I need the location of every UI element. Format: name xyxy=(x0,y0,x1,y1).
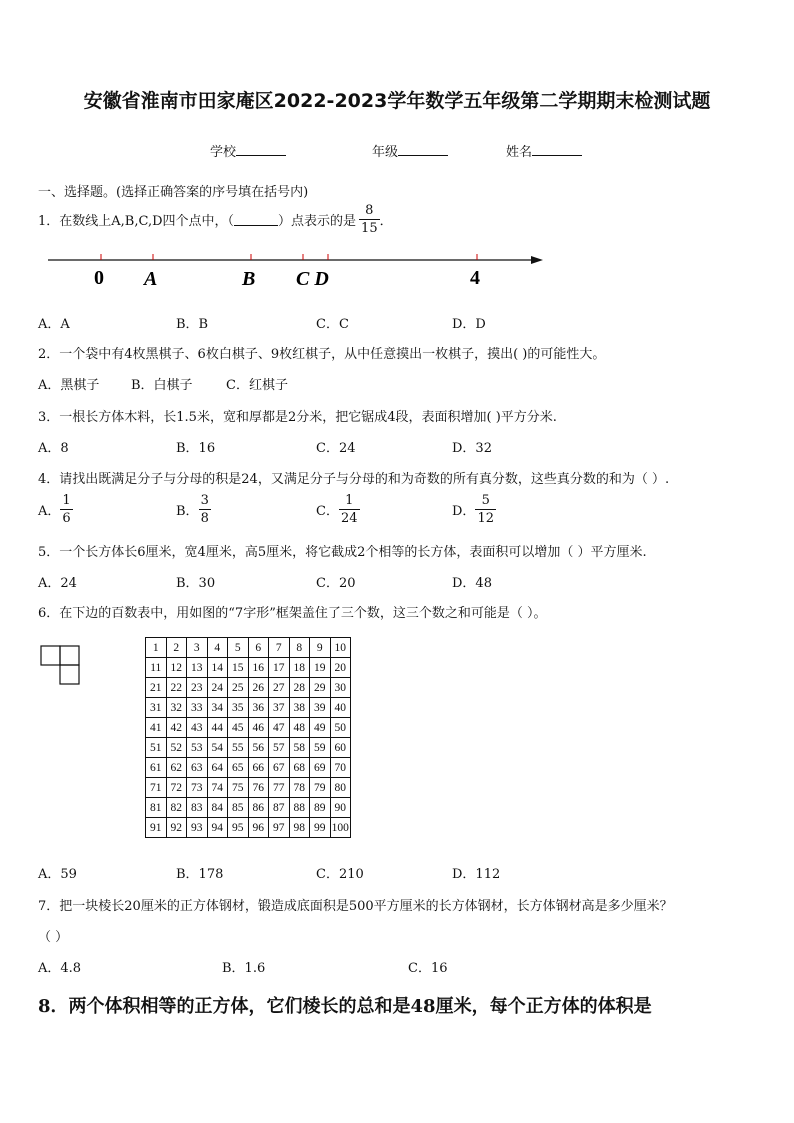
hundred-chart-cell: 3 xyxy=(187,638,208,658)
hundred-chart-cell: 42 xyxy=(166,718,187,738)
hundred-chart-cell: 84 xyxy=(207,798,228,818)
hundred-chart-cell: 78 xyxy=(289,778,310,798)
hundred-chart-cell: 19 xyxy=(310,658,331,678)
q2-option-a[interactable]: A．黑棋子 xyxy=(38,378,100,393)
hundred-chart-cell: 41 xyxy=(146,718,167,738)
hundred-chart-cell: 65 xyxy=(228,758,249,778)
hundred-chart-row xyxy=(146,698,351,718)
grade-field xyxy=(372,141,448,160)
hundred-chart-cell: 7 xyxy=(269,638,290,658)
hundred-chart-cell: 10 xyxy=(330,638,351,658)
q4-option-b-fraction xyxy=(199,494,211,525)
question-8: 8．两个体积相等的正方体，它们棱长的总和是48厘米，每个正方体的体积是 xyxy=(38,996,652,1017)
hundred-chart-cell: 13 xyxy=(187,658,208,678)
label-zero: 0 xyxy=(94,267,104,289)
hundred-chart-cell: 86 xyxy=(248,798,269,818)
q2-option-c[interactable]: C．红棋子 xyxy=(226,378,288,393)
hundred-chart-cell: 18 xyxy=(289,658,310,678)
hundred-chart-cell: 1 xyxy=(146,638,167,658)
hundred-chart-cell: 43 xyxy=(187,718,208,738)
q4-option-c-label: C． xyxy=(316,504,339,519)
hundred-chart-row xyxy=(146,818,351,838)
q2-option-b[interactable]: B．白棋子 xyxy=(131,378,193,393)
hundred-chart-cell: 57 xyxy=(269,738,290,758)
q1-option-a[interactable]: A．A xyxy=(38,317,70,332)
hundred-chart-cell: 73 xyxy=(187,778,208,798)
number-line xyxy=(40,248,550,293)
hundred-chart-cell: 14 xyxy=(207,658,228,678)
hundred-chart-cell: 38 xyxy=(289,698,310,718)
hundred-chart-cell: 20 xyxy=(330,658,351,678)
q1-option-b[interactable]: B．B xyxy=(176,317,209,332)
hundred-chart-cell: 5 xyxy=(228,638,249,658)
hundred-chart-cell: 96 xyxy=(248,818,269,838)
hundred-chart-cell: 53 xyxy=(187,738,208,758)
question-4: 4．请找出既满足分子与分母的积是24，又满足分子与分母的和为奇数的所有真分数，这些真分数的和为（ ）. xyxy=(38,472,670,487)
q4-option-b-label: B． xyxy=(176,504,199,519)
hundred-chart-cell: 72 xyxy=(166,778,187,798)
hundred-chart-cell: 89 xyxy=(310,798,331,818)
q7-option-a[interactable]: A．4.8 xyxy=(38,961,82,976)
hundred-chart-cell: 32 xyxy=(166,698,187,718)
section-heading: 一、选择题。(选择正确答案的序号填在括号内) xyxy=(38,185,309,200)
school-blank[interactable] xyxy=(236,143,286,156)
hundred-chart-cell: 6 xyxy=(248,638,269,658)
hundred-chart-row xyxy=(146,738,351,758)
q1-option-d[interactable]: D．D xyxy=(452,317,486,332)
hundred-chart-cell: 62 xyxy=(166,758,187,778)
hundred-chart-cell: 21 xyxy=(146,678,167,698)
q4-option-b[interactable] xyxy=(176,494,211,525)
grade-label: 年级 xyxy=(372,145,399,160)
q6-option-a[interactable]: A．59 xyxy=(38,867,77,882)
hundred-chart-cell: 26 xyxy=(248,678,269,698)
q6-option-d[interactable]: D．112 xyxy=(452,867,501,882)
school-field xyxy=(210,141,286,160)
q5-option-b[interactable]: B．30 xyxy=(176,576,216,591)
hundred-chart-cell: 37 xyxy=(269,698,290,718)
hundred-chart-cell: 85 xyxy=(228,798,249,818)
hundred-chart-cell: 28 xyxy=(289,678,310,698)
hundred-chart-cell: 87 xyxy=(269,798,290,818)
hundred-chart-cell: 15 xyxy=(228,658,249,678)
q4-d-num: 5 xyxy=(481,493,490,508)
hundred-chart-cell: 98 xyxy=(289,818,310,838)
label-cd: C D xyxy=(296,268,329,290)
label-a: A xyxy=(144,268,158,290)
hundred-chart-cell: 16 xyxy=(248,658,269,678)
hundred-chart-cell: 29 xyxy=(310,678,331,698)
q4-c-num: 1 xyxy=(345,493,354,508)
q3-option-d[interactable]: D．32 xyxy=(452,441,492,456)
hundred-chart-cell: 81 xyxy=(146,798,167,818)
q3-option-b[interactable]: B．16 xyxy=(176,441,216,456)
hundred-chart-cell: 40 xyxy=(330,698,351,718)
hundred-chart-cell: 55 xyxy=(228,738,249,758)
hundred-chart-cell: 8 xyxy=(289,638,310,658)
hundred-chart-cell: 64 xyxy=(207,758,228,778)
hundred-chart-cell: 74 xyxy=(207,778,228,798)
hundred-chart-cell: 25 xyxy=(228,678,249,698)
hundred-chart-cell: 88 xyxy=(289,798,310,818)
hundred-chart-cell: 82 xyxy=(166,798,187,818)
q5-option-c[interactable]: C．20 xyxy=(316,576,356,591)
q4-option-c[interactable] xyxy=(316,494,360,525)
hundred-chart-cell: 22 xyxy=(166,678,187,698)
hundred-chart-cell: 35 xyxy=(228,698,249,718)
q4-option-d[interactable] xyxy=(452,494,496,525)
q4-option-c-fraction xyxy=(339,494,360,525)
hundred-chart-cell: 4 xyxy=(207,638,228,658)
q4-b-den: 8 xyxy=(200,511,209,526)
hundred-chart-cell: 51 xyxy=(146,738,167,758)
q4-option-a-label: A． xyxy=(38,504,61,519)
q1-text-a: 1．在数线上A,B,C,D四个点中，（ xyxy=(38,214,235,229)
q7-answer-paren[interactable]: （ ） xyxy=(38,930,69,945)
hundred-chart-cell: 58 xyxy=(289,738,310,758)
hundred-chart-row xyxy=(146,638,351,658)
question-3: 3．一根长方体木料，长1.5米，宽和厚都是2分米，把它锯成4段，表面积增加( )平方分米. xyxy=(38,410,557,425)
hundred-chart-cell: 24 xyxy=(207,678,228,698)
hundred-chart-cell: 83 xyxy=(187,798,208,818)
hundred-chart-cell: 66 xyxy=(248,758,269,778)
hundred-chart-cell: 91 xyxy=(146,818,167,838)
label-four: 4 xyxy=(470,267,480,289)
q4-option-a[interactable] xyxy=(38,494,73,525)
hundred-chart-cell: 27 xyxy=(269,678,290,698)
q3-option-c[interactable]: C．24 xyxy=(316,441,356,456)
hundred-chart-cell: 2 xyxy=(166,638,187,658)
hundred-chart-cell: 99 xyxy=(310,818,331,838)
q1-text-c: ． xyxy=(379,214,393,229)
hundred-chart-cell: 33 xyxy=(187,698,208,718)
hundred-chart-cell: 34 xyxy=(207,698,228,718)
hundred-chart-cell: 79 xyxy=(310,778,331,798)
q3-option-a[interactable]: A．8 xyxy=(38,441,69,456)
question-7: 7．把一块棱长20厘米的正方体钢材，锻造成底面积是500平方厘米的长方体钢材，长方体钢材高是多少厘米？ xyxy=(38,899,673,914)
hundred-chart-cell: 60 xyxy=(330,738,351,758)
q5-option-a[interactable]: A．24 xyxy=(38,576,77,591)
q6-option-b[interactable]: B．178 xyxy=(176,867,224,882)
q6-option-c[interactable]: C．210 xyxy=(316,867,364,882)
hundred-chart-cell: 63 xyxy=(187,758,208,778)
hundred-chart-row xyxy=(146,718,351,738)
school-label: 学校 xyxy=(210,145,237,160)
hundred-chart-cell: 100 xyxy=(330,818,351,838)
hundred-chart-cell: 67 xyxy=(269,758,290,778)
hundred-chart-cell: 61 xyxy=(146,758,167,778)
hundred-chart-cell: 9 xyxy=(310,638,331,658)
q1-answer-blank[interactable] xyxy=(234,213,278,226)
question-1 xyxy=(38,204,393,235)
q1-option-c[interactable]: C．C xyxy=(316,317,349,332)
hundred-chart-cell: 56 xyxy=(248,738,269,758)
label-b: B xyxy=(242,268,256,290)
page-title: 安徽省淮南市田家庵区2022-2023学年数学五年级第二学期期末检测试题 xyxy=(83,90,711,112)
q7-option-b[interactable]: B．1.6 xyxy=(222,961,266,976)
hundred-chart-cell: 17 xyxy=(269,658,290,678)
hundred-chart-cell: 12 xyxy=(166,658,187,678)
hundred-chart-cell: 46 xyxy=(248,718,269,738)
hundred-chart-cell: 71 xyxy=(146,778,167,798)
hundred-chart xyxy=(145,637,351,838)
hundred-chart-cell: 52 xyxy=(166,738,187,758)
hundred-chart-cell: 39 xyxy=(310,698,331,718)
hundred-chart-cell: 77 xyxy=(269,778,290,798)
hundred-chart-cell: 95 xyxy=(228,818,249,838)
hundred-chart-cell: 93 xyxy=(187,818,208,838)
hundred-chart-cell: 36 xyxy=(248,698,269,718)
hundred-chart-cell: 90 xyxy=(330,798,351,818)
hundred-chart-cell: 70 xyxy=(330,758,351,778)
name-blank[interactable] xyxy=(532,143,582,156)
hundred-chart-cell: 59 xyxy=(310,738,331,758)
hundred-chart-cell: 48 xyxy=(289,718,310,738)
hundred-chart-cell: 80 xyxy=(330,778,351,798)
question-5: 5．一个长方体长6厘米，宽4厘米，高5厘米，将它截成2个相等的长方体，表面积可以增加（ ）平方厘米. xyxy=(38,545,647,560)
q5-option-d[interactable]: D．48 xyxy=(452,576,492,591)
grade-blank[interactable] xyxy=(398,143,448,156)
q1-fraction xyxy=(359,204,380,235)
hundred-chart-row xyxy=(146,658,351,678)
hundred-chart-cell: 23 xyxy=(187,678,208,698)
q7-option-c[interactable]: C．16 xyxy=(408,961,448,976)
q4-d-den: 12 xyxy=(477,511,494,526)
hundred-chart-cell: 47 xyxy=(269,718,290,738)
hundred-chart-cell: 45 xyxy=(228,718,249,738)
number-line-arrow xyxy=(531,256,543,264)
hundred-chart-row xyxy=(146,758,351,778)
q1-text-b: ）点表示的是 xyxy=(278,214,357,229)
hundred-chart-cell: 44 xyxy=(207,718,228,738)
name-field xyxy=(506,141,582,160)
name-label: 姓名 xyxy=(506,145,533,160)
hundred-chart-cell: 92 xyxy=(166,818,187,838)
hundred-chart-row xyxy=(146,678,351,698)
hundred-chart-cell: 94 xyxy=(207,818,228,838)
hundred-chart-cell: 11 xyxy=(146,658,167,678)
hundred-chart-cell: 30 xyxy=(330,678,351,698)
hundred-chart-cell: 76 xyxy=(248,778,269,798)
seven-shape-frame-diagram xyxy=(40,645,82,687)
hundred-chart-cell: 75 xyxy=(228,778,249,798)
question-2: 2．一个袋中有4枚黑棋子、6枚白棋子、9枚红棋子，从中任意摸出一枚棋子，摸出( )的可能性大。 xyxy=(38,347,606,362)
hundred-chart-row xyxy=(146,798,351,818)
q1-frac-num: 8 xyxy=(365,203,374,218)
q1-frac-den: 15 xyxy=(361,221,378,236)
q4-option-a-fraction xyxy=(60,494,72,525)
hundred-chart-cell: 68 xyxy=(289,758,310,778)
q4-a-num: 1 xyxy=(62,493,71,508)
hundred-chart-cell: 49 xyxy=(310,718,331,738)
question-6: 6．在下边的百数表中，用如图的“7字形”框架盖住了三个数，这三个数之和可能是（ ）。 xyxy=(38,606,547,621)
q4-c-den: 24 xyxy=(340,511,358,526)
hundred-chart-cell: 54 xyxy=(207,738,228,758)
q4-a-den: 6 xyxy=(62,511,71,526)
hundred-chart-cell: 69 xyxy=(310,758,331,778)
q4-option-d-label: D． xyxy=(452,504,476,519)
q4-option-d-fraction xyxy=(475,494,496,525)
hundred-chart-row xyxy=(146,778,351,798)
hundred-chart-cell: 50 xyxy=(330,718,351,738)
q4-b-num: 3 xyxy=(200,493,209,508)
hundred-chart-cell: 31 xyxy=(146,698,167,718)
hundred-chart-cell: 97 xyxy=(269,818,290,838)
